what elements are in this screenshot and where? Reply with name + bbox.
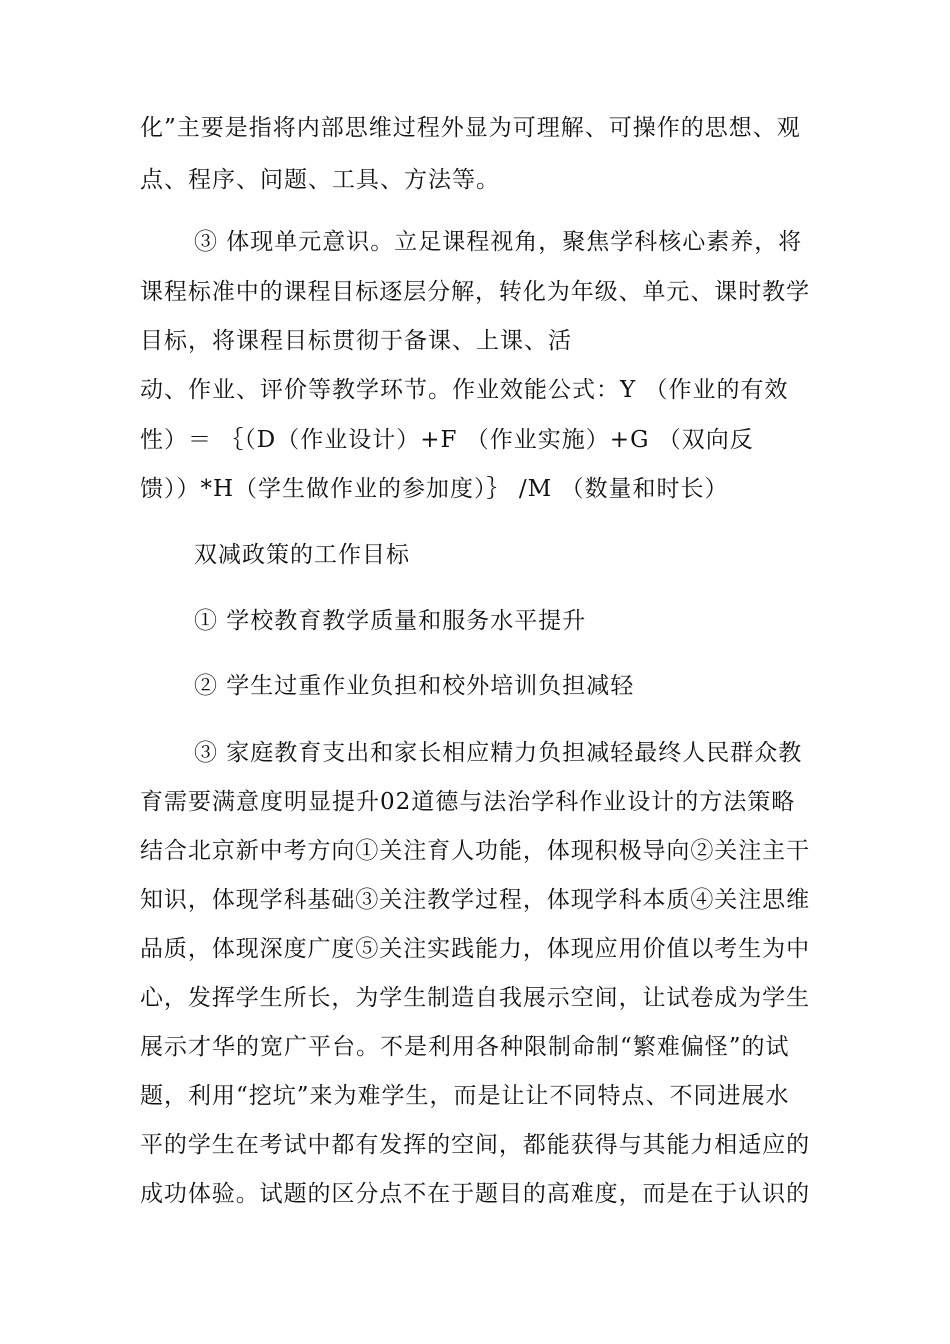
text-line: 展示才华的宽广平台。不是利用各种限制命制“繁难偏怪”的试 [140, 1034, 790, 1060]
section-heading: 双减政策的工作目标 [194, 542, 410, 568]
text-line: 馈））*H（学生做作业的参加度）｝ /M （数量和时长） [140, 476, 729, 502]
list-item: ① 学校教育教学质量和服务水平提升 [194, 608, 587, 634]
list-item: ② 学生过重作业负担和校外培训负担减轻 [194, 673, 635, 699]
text-line: 成功体验。试题的区分点不在于题目的高难度，而是在于认识的 [140, 1181, 810, 1207]
text-line: 知识，体现学科基础③关注教学过程，体现学科本质④关注思维 [140, 887, 810, 913]
text-line: 题，利用“挖坑”来为难学生，而是让让不同特点、不同进展水 [140, 1083, 790, 1109]
text-line: 点、程序、问题、工具、方法等。 [140, 167, 500, 193]
text-line: 动、作业、评价等教学环节。作业效能公式：Y （作业的有效 [140, 377, 789, 403]
text-line: 化”主要是指将内部思维过程外显为可理解、可操作的思想、观 [140, 115, 801, 141]
text-line: 育需要满意度明显提升02道德与法治学科作业设计的方法策略 [140, 789, 796, 815]
text-line: 心，发挥学生所长，为学生制造自我展示空间，让试卷成为学生 [140, 985, 810, 1011]
text-line: 性）＝ ｛（D（作业设计）+F （作业实施）+G （双向反 [140, 427, 754, 453]
text-line: 目标，将课程目标贯彻于备课、上课、活 [140, 328, 572, 354]
text-line: 品质，体现深度广度⑤关注实践能力，体现应用价值以考生为中 [140, 936, 810, 962]
text-line: 结合北京新中考方向①关注育人功能，体现积极导向②关注主干 [140, 838, 810, 864]
text-line: 平的学生在考试中都有发挥的空间，都能获得与其能力相适应的 [140, 1132, 810, 1158]
text-line: 课程标准中的课程目标逐层分解，转化为年级、单元、课时教学 [140, 279, 810, 305]
list-item: ③ 家庭教育支出和家长相应精力负担减轻最终人民群众教 [194, 740, 803, 766]
text-line: ③ 体现单元意识。立足课程视角，聚焦学科核心素养，将 [194, 229, 803, 255]
